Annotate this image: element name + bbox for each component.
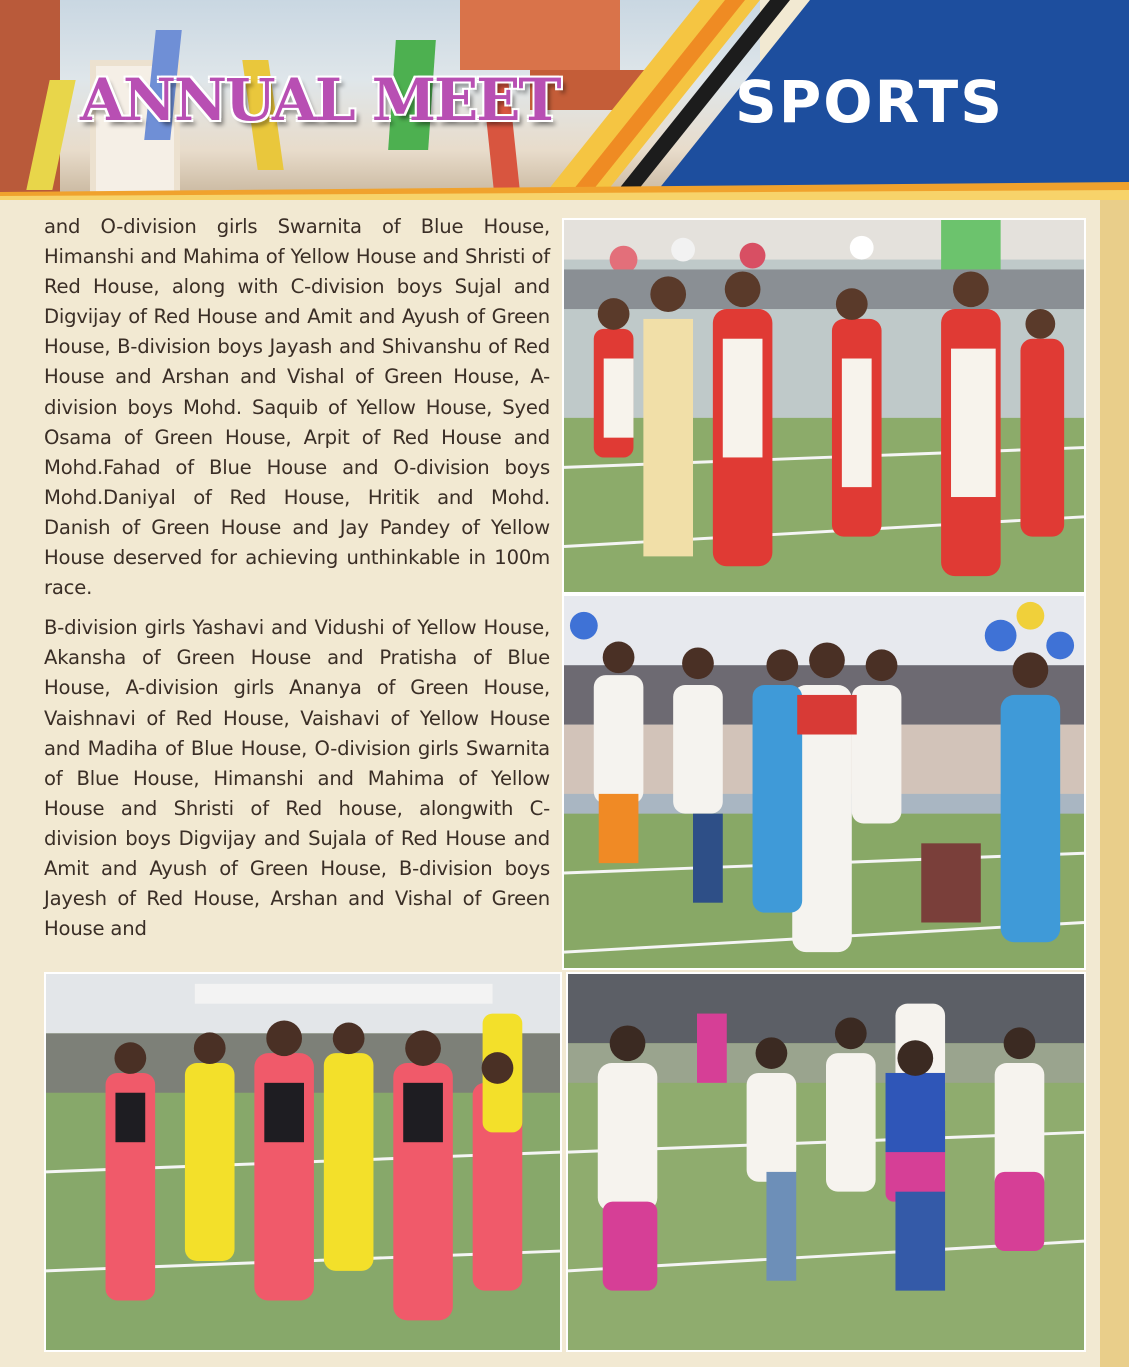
article-text bbox=[44, 212, 550, 944]
page-edge-strip bbox=[1100, 200, 1129, 1367]
photo-dancers-pink-yellow bbox=[44, 972, 562, 1352]
section-label: SPORTS bbox=[735, 68, 1004, 136]
banner-title: ANNUAL MEET bbox=[80, 66, 560, 134]
photo-dancers-white-pink bbox=[566, 972, 1086, 1352]
header-banner bbox=[0, 0, 1129, 200]
photo-dancers-red-white bbox=[562, 218, 1086, 594]
article-paragraph: B-division girls Yashavi and Vidushi of Yellow House, Akansha of Green House and Pratisha of Blue House, A-division girls Ananya of Green House, Vaishnavi of Red House, Vaishavi of Yellow House and Madiha of Blue House, O-division girls Swarnita of Blue House, Himanshi and Mahima of Yellow House and Shristi of Red house, alongwith C-division boys Digvijay and Sujala of Red House and Amit and Ayush of Green House, B-division boys Jayesh of Red House, Arshan and Vishal of Green House and bbox=[44, 616, 550, 941]
photo-dancers-blue-white bbox=[562, 594, 1086, 970]
article-paragraph: and O-division girls Swarnita of Blue House, Himanshi and Mahima of Yellow House and Shristi of Red House, along with C-division boys Sujal and Digvijay of Red House and Amit and Ayush of Green House, B-division boys Jayash and Shivanshu of Red House and Arshan and Vishal of Green House, A-division boys Mohd. Saquib of Yellow House, Syed Osama of Green House, Arpit of Red House and Mohd.Fahad of Blue House and O-division boys Mohd.Daniyal of Red House, Hritik and Mohd. Danish of Green House and Jay Pandey of Yellow House deserved for achieving unthinkable in 100m race. bbox=[44, 215, 550, 600]
